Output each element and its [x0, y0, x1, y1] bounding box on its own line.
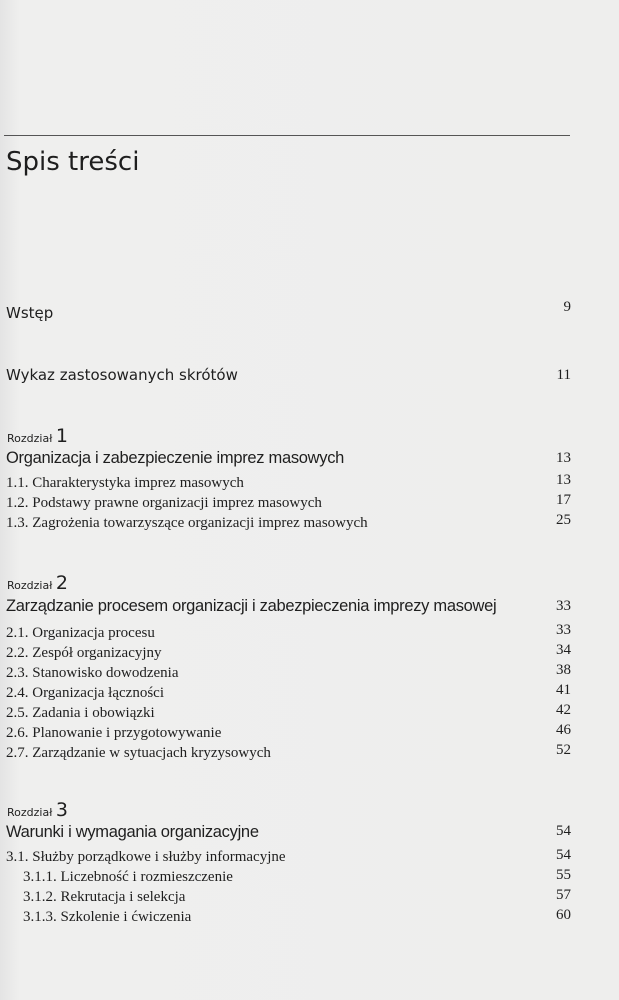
entry-page: 17 — [556, 492, 571, 508]
entry-page: 52 — [556, 742, 571, 758]
toc-entry[interactable] — [6, 704, 571, 722]
toc-entry[interactable] — [6, 724, 571, 742]
entry-text: 2.2. Zespół organizacyjny — [6, 645, 162, 661]
chapter-label: Rozdział 2 — [7, 572, 68, 594]
toc-entry[interactable] — [6, 664, 571, 682]
chapter-title: Zarządzanie procesem organizacji i zabezpieczenia imprezy masowej — [6, 597, 497, 615]
entry-page: 60 — [556, 907, 571, 923]
page-title: Spis treści — [6, 147, 140, 177]
entry-text: 1.2. Podstawy prawne organizacji imprez masowych — [6, 495, 322, 511]
entry-page: 55 — [556, 867, 571, 883]
entry-page: 54 — [556, 823, 571, 839]
toc-entry[interactable] — [6, 744, 571, 762]
entry-text: 1.1. Charakterystyka imprez masowych — [6, 475, 244, 491]
chapter-title: Warunki i wymagania organizacyjne — [6, 823, 259, 841]
toc-entry[interactable] — [6, 644, 571, 662]
entry-text: 2.4. Organizacja łączności — [6, 685, 164, 701]
chapter-heading[interactable] — [6, 449, 571, 467]
entry-page: 46 — [556, 722, 571, 738]
toc-entry[interactable] — [6, 888, 571, 906]
entry-page: 41 — [556, 682, 571, 698]
entry-text: 3.1.3. Szkolenie i ćwiczenia — [23, 909, 192, 925]
entry-text: 2.7. Zarządzanie w sytuacjach kryzysowych — [6, 745, 271, 761]
entry-page: 33 — [556, 622, 571, 638]
toc-entry[interactable] — [6, 514, 571, 532]
entry-page: 9 — [563, 299, 571, 315]
chapter-label: Rozdział 1 — [7, 425, 68, 447]
entry-text: 2.3. Stanowisko dowodzenia — [6, 665, 179, 681]
entry-page: 25 — [556, 512, 571, 528]
entry-text: 3.1.2. Rekrutacja i selekcja — [23, 889, 186, 905]
toc-entry[interactable] — [6, 848, 571, 866]
entry-page: 13 — [556, 472, 571, 488]
toc-entry[interactable] — [6, 624, 571, 642]
toc-entry[interactable] — [6, 474, 571, 492]
entry-text: 3.1.1. Liczebność i rozmieszczenie — [23, 869, 233, 885]
entry-page: 11 — [556, 367, 571, 383]
chapter-heading[interactable] — [6, 597, 571, 615]
entry-page: 38 — [556, 662, 571, 678]
divider — [4, 135, 570, 136]
toc-entry[interactable] — [6, 868, 571, 886]
toc-entry[interactable] — [6, 494, 571, 512]
entry-text: 1.3. Zagrożenia towarzyszące organizacji imprez masowych — [6, 515, 368, 531]
entry-text: Wykaz zastosowanych skrótów — [6, 366, 238, 384]
entry-page: 57 — [556, 887, 571, 903]
toc-entry[interactable] — [6, 908, 571, 926]
entry-page: 33 — [556, 598, 571, 614]
entry-text: 2.1. Organizacja procesu — [6, 625, 155, 641]
entry-page: 34 — [556, 642, 571, 658]
toc-entry-intro[interactable] — [6, 299, 571, 322]
entry-page: 13 — [556, 450, 571, 466]
toc-entry-abbreviations[interactable] — [6, 366, 571, 384]
toc-entry[interactable] — [6, 684, 571, 702]
entry-text: Wstęp — [6, 304, 54, 322]
entry-page: 42 — [556, 702, 571, 718]
entry-text: 2.6. Planowanie i przygotowywanie — [6, 725, 222, 741]
entry-page: 54 — [556, 847, 571, 863]
chapter-label: Rozdział 3 — [7, 799, 68, 821]
entry-text: 2.5. Zadania i obowiązki — [6, 705, 155, 721]
chapter-title: Organizacja i zabezpieczenie imprez masowych — [6, 449, 345, 467]
entry-text: 3.1. Służby porządkowe i służby informacyjne — [6, 849, 286, 865]
chapter-heading[interactable] — [6, 823, 571, 841]
